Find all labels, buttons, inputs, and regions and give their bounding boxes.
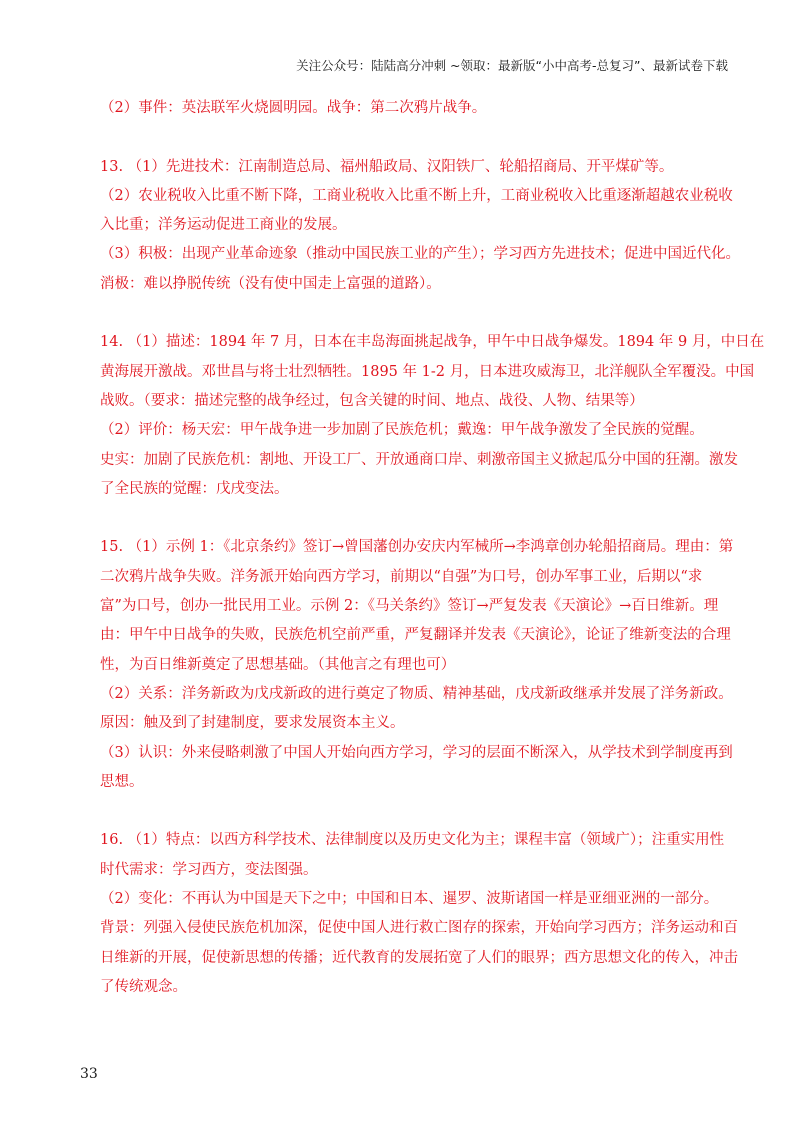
text-line: 14. （1）描述：1894 年 7 月，日本在丰岛海面挑起战争，甲午中日战争爆发。1894 年 9 月，中日在 — [100, 334, 765, 351]
text-line: 日维新的开展，促使新思想的传播；近代教育的发展拓宽了人们的眼界；西方思想文化的传入，冲击 — [100, 949, 738, 966]
text-line: 由：甲午中日战争的失败，民族危机空前严重，严复翻译并发表《天演论》，论证了维新变法的合理 — [100, 627, 731, 644]
text-line: 黄海展开激战。邓世昌与将士壮烈牺牲。1895 年 1-2 月，日本进攻威海卫，北洋舰队全军覆没。中国 — [100, 363, 755, 380]
text-line: 史实：加剧了民族危机：割地、开设工厂、开放通商口岸、刺激帝国主义掀起瓜分中国的狂潮。激发 — [100, 451, 738, 468]
text-line: 时代需求：学习西方，变法图强。 — [100, 861, 318, 878]
text-line: 13. （1）先进技术：江南制造总局、福州船政局、汉阳铁厂、轮船招商局、开平煤矿等。 — [100, 158, 674, 175]
text-line: 战败。（要求：描述完整的战争经过，包含关键的时间、地点、战役、人物、结果等） — [100, 392, 644, 409]
text-line: 入比重；洋务运动促进工商业的发展。 — [100, 217, 347, 234]
text-line: （2）事件：英法联军火烧圆明园。战争：第二次鸦片战争。 — [100, 100, 487, 116]
text-line: 原因：触及到了封建制度，要求发展资本主义。 — [100, 715, 405, 732]
text-line: （2）评价：杨天宏：甲午战争进一步加剧了民族危机；戴逸：甲午战争激发了全民族的觉醒。 — [100, 422, 704, 439]
text-line: 思想。 — [100, 773, 144, 790]
paragraph-gap — [100, 504, 720, 533]
text-line: （2）农业税收入比重不断下降，工商业税收入比重不断上升，工商业税收入比重逐渐超越农业税收 — [100, 187, 733, 204]
text-line: 了全民族的觉醒：戊戌变法。 — [100, 480, 289, 497]
text-line: 性，为百日维新奠定了思想基础。（其他言之有理也可） — [100, 656, 456, 673]
text-line: 了传统观念。 — [100, 978, 187, 995]
paragraph-gap — [100, 299, 720, 328]
text-line: （3）积极：出现产业革命迹象（推动中国民族工业的产生）；学习西方先进技术；促进中国近代化。 — [100, 246, 740, 263]
page-header: 关注公众号：陆陆高分冲刺 ~领取：最新版“小中高考-总复习”、最新试卷下载 — [296, 58, 728, 73]
text-line: 16. （1）特点：以西方科学技术、法律制度以及历史文化为主；课程丰富（领域广）；注重实用性 — [100, 832, 725, 849]
page-number: 33 — [80, 1066, 98, 1082]
paragraph-gap — [100, 123, 720, 152]
text-line: 背景：列强入侵使民族危机加深，促使中国人进行救亡图存的探索，开始向学习西方；洋务运动和百 — [100, 920, 738, 937]
text-line: 15. （1）示例 1：《北京条约》签订→曾国藩创办安庆内军械所→李鸿章创办轮船招商局。理由：第 — [100, 539, 734, 556]
text-line: （3）认识：外来侵略刺激了中国人开始向西方学习，学习的层面不断深入，从学技术到学制度再到 — [100, 744, 733, 761]
text-line: 富”为口号，创办一批民用工业。示例 2：《马关条约》签订→严复发表《天演论》→百日维新。理 — [100, 598, 719, 615]
text-line: （2）变化：不再认为中国是天下之中；中国和日本、暹罗、波斯诸国一样是亚细亚洲的一部分。 — [100, 891, 719, 908]
text-line: （2）关系：洋务新政为戊戌新政的进行奠定了物质、精神基础，戊戌新政继承并发展了洋务新政。 — [100, 685, 733, 702]
paragraph-gap — [100, 797, 720, 826]
text-line: 二次鸦片战争失败。洋务派开始向西方学习，前期以“自强”为口号，创办军事工业，后期以“求 — [100, 568, 703, 585]
text-line: 消极：难以挣脱传统（没有使中国走上富强的道路）。 — [100, 275, 441, 292]
answer-content — [100, 94, 765, 1002]
